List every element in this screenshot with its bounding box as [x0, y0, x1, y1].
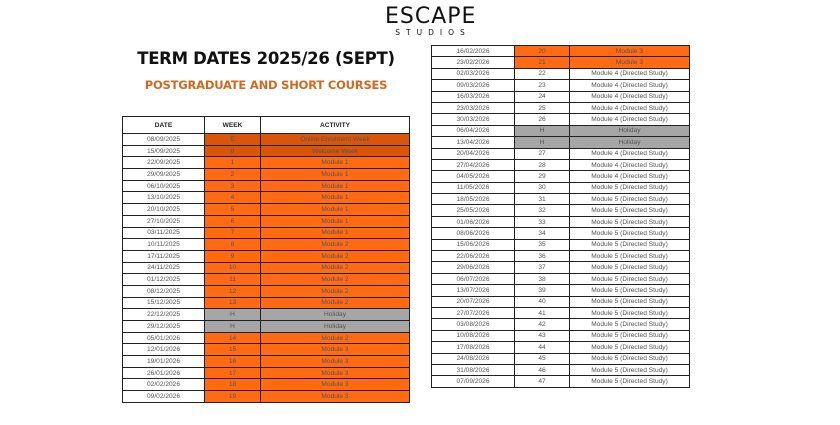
table-row: [432, 182, 690, 193]
week-cell: 30: [515, 182, 570, 193]
date-cell: 15/06/2026: [432, 239, 515, 250]
activity-cell: Module 2: [261, 332, 410, 344]
date-cell: 04/05/2026: [432, 171, 515, 182]
table-row: [432, 114, 690, 125]
logo-subtext: STUDIOS: [395, 28, 471, 37]
week-cell: 24: [515, 91, 570, 102]
activity-cell: Module 3: [570, 46, 690, 57]
date-cell: 17/11/2025: [123, 250, 205, 262]
table-row: [432, 171, 690, 182]
table-row: [432, 125, 690, 136]
activity-cell: Module 1: [261, 215, 410, 227]
date-cell: 15/09/2025: [123, 145, 205, 157]
table-row: [432, 251, 690, 262]
activity-cell: Module 5 (Directed Study): [570, 182, 690, 193]
week-cell: 12: [205, 285, 261, 297]
date-cell: 25/05/2026: [432, 205, 515, 216]
activity-cell: Online Enrolment Week: [261, 134, 410, 146]
week-cell: 44: [515, 342, 570, 353]
week-cell: 14: [205, 332, 261, 344]
week-cell: 11: [205, 274, 261, 286]
date-cell: 02/03/2026: [432, 68, 515, 79]
week-cell: 38: [515, 273, 570, 284]
table-row: [432, 57, 690, 68]
date-cell: 10/08/2026: [432, 330, 515, 341]
week-cell: 37: [515, 262, 570, 273]
page-subtitle: POSTGRADUATE AND SHORT COURSES: [144, 78, 388, 92]
table-row: [123, 262, 410, 274]
table-row: [432, 239, 690, 250]
activity-cell: Module 1: [261, 227, 410, 239]
activity-cell: Module 3: [570, 57, 690, 68]
activity-cell: Module 5 (Directed Study): [570, 194, 690, 205]
date-cell: 12/01/2026: [123, 344, 205, 356]
week-cell: 39: [515, 285, 570, 296]
table-row: [123, 134, 410, 146]
activity-cell: Module 2: [261, 239, 410, 251]
table-row: [123, 344, 410, 356]
week-cell: 26: [515, 114, 570, 125]
escape-studios-logo: [385, 6, 475, 38]
date-cell: 13/04/2026: [432, 137, 515, 148]
table-row: [432, 364, 690, 375]
week-cell: H: [205, 309, 261, 321]
week-cell: 33: [515, 216, 570, 227]
activity-cell: Module 1: [261, 180, 410, 192]
week-cell: 23: [515, 80, 570, 91]
table-row: [432, 216, 690, 227]
week-cell: 42: [515, 319, 570, 330]
week-cell: 40: [515, 296, 570, 307]
activity-cell: Module 4 (Directed Study): [570, 159, 690, 170]
table-row: [432, 273, 690, 284]
week-cell: 21: [515, 57, 570, 68]
week-cell: H: [515, 137, 570, 148]
header-date: DATE: [123, 117, 205, 134]
activity-cell: Module 3: [261, 367, 410, 379]
date-cell: 08/12/2025: [123, 285, 205, 297]
activity-cell: Module 5 (Directed Study): [570, 353, 690, 364]
date-cell: 29/12/2025: [123, 321, 205, 333]
table-row: [123, 192, 410, 204]
date-cell: 13/10/2025: [123, 192, 205, 204]
date-cell: 07/09/2026: [432, 376, 515, 387]
date-cell: 27/10/2025: [123, 215, 205, 227]
table-row: [432, 342, 690, 353]
activity-cell: Module 3: [261, 379, 410, 391]
date-cell: 27/04/2026: [432, 159, 515, 170]
activity-cell: Module 4 (Directed Study): [570, 68, 690, 79]
week-cell: 27: [515, 148, 570, 159]
week-cell: 28: [515, 159, 570, 170]
date-cell: 24/11/2025: [123, 262, 205, 274]
week-cell: 4: [205, 192, 261, 204]
activity-cell: Module 5 (Directed Study): [570, 205, 690, 216]
week-cell: 6: [205, 215, 261, 227]
date-cell: 02/02/2026: [123, 379, 205, 391]
date-cell: 16/03/2026: [432, 91, 515, 102]
table-row: [432, 228, 690, 239]
date-cell: 03/08/2026: [432, 319, 515, 330]
date-cell: 22/06/2026: [432, 251, 515, 262]
activity-cell: Module 4 (Directed Study): [570, 114, 690, 125]
date-cell: 20/10/2025: [123, 204, 205, 216]
activity-cell: Module 5 (Directed Study): [570, 216, 690, 227]
week-cell: 47: [515, 376, 570, 387]
table-row: [123, 215, 410, 227]
week-cell: E: [205, 134, 261, 146]
date-cell: 01/06/2026: [432, 216, 515, 227]
activity-cell: Holiday: [261, 309, 410, 321]
header-activity: ACTIVITY: [261, 117, 410, 134]
table-header-row: [123, 117, 410, 134]
week-cell: 31: [515, 194, 570, 205]
week-cell: 10: [205, 262, 261, 274]
table-row: [432, 307, 690, 318]
activity-cell: Holiday: [570, 125, 690, 136]
week-cell: 18: [205, 379, 261, 391]
date-cell: 06/10/2025: [123, 180, 205, 192]
week-cell: 3: [205, 180, 261, 192]
week-cell: 1: [205, 157, 261, 169]
date-cell: 06/04/2026: [432, 125, 515, 136]
activity-cell: Module 1: [261, 169, 410, 181]
table-row: [123, 297, 410, 309]
week-cell: 22: [515, 68, 570, 79]
table-row: [432, 262, 690, 273]
week-cell: H: [515, 125, 570, 136]
week-cell: 43: [515, 330, 570, 341]
activity-cell: Module 5 (Directed Study): [570, 273, 690, 284]
table-row: [123, 321, 410, 333]
date-cell: 30/03/2026: [432, 114, 515, 125]
activity-cell: Module 5 (Directed Study): [570, 251, 690, 262]
week-cell: 8: [205, 239, 261, 251]
week-cell: 9: [205, 250, 261, 262]
table-row: [123, 169, 410, 181]
table-row: [123, 204, 410, 216]
date-cell: 26/01/2026: [123, 367, 205, 379]
activity-cell: Module 5 (Directed Study): [570, 296, 690, 307]
table-row: [432, 376, 690, 387]
date-cell: 09/03/2026: [432, 80, 515, 91]
date-cell: 22/12/2025: [123, 309, 205, 321]
date-cell: 05/01/2026: [123, 332, 205, 344]
activity-cell: Holiday: [261, 321, 410, 333]
table-row: [432, 91, 690, 102]
activity-cell: Module 4 (Directed Study): [570, 148, 690, 159]
date-cell: 15/12/2025: [123, 297, 205, 309]
activity-cell: Module 5 (Directed Study): [570, 364, 690, 375]
activity-cell: Module 5 (Directed Study): [570, 330, 690, 341]
table-row: [123, 379, 410, 391]
table-row: [123, 227, 410, 239]
week-cell: 16: [205, 356, 261, 368]
date-cell: 23/02/2026: [432, 57, 515, 68]
week-cell: H: [205, 321, 261, 333]
activity-cell: Module 5 (Directed Study): [570, 239, 690, 250]
week-cell: 20: [515, 46, 570, 57]
week-cell: 13: [205, 297, 261, 309]
activity-cell: Module 2: [261, 274, 410, 286]
date-cell: 20/07/2026: [432, 296, 515, 307]
week-cell: 46: [515, 364, 570, 375]
date-cell: 03/11/2025: [123, 227, 205, 239]
term-dates-table-right: [431, 45, 690, 388]
table-row: [432, 68, 690, 79]
date-cell: 22/09/2025: [123, 157, 205, 169]
activity-cell: Module 4 (Directed Study): [570, 102, 690, 113]
week-cell: 36: [515, 251, 570, 262]
activity-cell: Module 5 (Directed Study): [570, 285, 690, 296]
week-cell: 17: [205, 367, 261, 379]
activity-cell: Module 4 (Directed Study): [570, 171, 690, 182]
date-cell: 08/06/2026: [432, 228, 515, 239]
activity-cell: Module 5 (Directed Study): [570, 376, 690, 387]
table-row: [432, 285, 690, 296]
table-row: [123, 274, 410, 286]
date-cell: 13/07/2026: [432, 285, 515, 296]
date-cell: 18/05/2026: [432, 194, 515, 205]
table-row: [432, 137, 690, 148]
activity-cell: Module 5 (Directed Study): [570, 262, 690, 273]
date-cell: 24/08/2026: [432, 353, 515, 364]
activity-cell: Module 2: [261, 250, 410, 262]
table-row: [432, 319, 690, 330]
activity-cell: Module 2: [261, 285, 410, 297]
week-cell: 45: [515, 353, 570, 364]
table-row: [123, 239, 410, 251]
week-cell: 15: [205, 344, 261, 356]
week-cell: 19: [205, 391, 261, 403]
week-cell: 25: [515, 102, 570, 113]
header-week: WEEK: [205, 117, 261, 134]
table-row: [432, 148, 690, 159]
table-row: [432, 102, 690, 113]
activity-cell: Module 1: [261, 204, 410, 216]
table-row: [123, 391, 410, 403]
activity-cell: Module 4 (Directed Study): [570, 80, 690, 91]
table-row: [123, 356, 410, 368]
week-cell: 7: [205, 227, 261, 239]
table-row: [123, 309, 410, 321]
activity-cell: Module 5 (Directed Study): [570, 319, 690, 330]
week-cell: 0: [205, 145, 261, 157]
table-row: [123, 145, 410, 157]
table-row: [123, 157, 410, 169]
date-cell: 29/06/2026: [432, 262, 515, 273]
activity-cell: Module 5 (Directed Study): [570, 228, 690, 239]
term-dates-table-left: [122, 116, 410, 403]
date-cell: 08/09/2025: [123, 134, 205, 146]
table-row: [432, 296, 690, 307]
table-row: [123, 367, 410, 379]
table-row: [123, 285, 410, 297]
date-cell: 17/08/2026: [432, 342, 515, 353]
activity-cell: Module 3: [261, 391, 410, 403]
week-cell: 2: [205, 169, 261, 181]
date-cell: 20/04/2026: [432, 148, 515, 159]
date-cell: 01/12/2025: [123, 274, 205, 286]
activity-cell: Module 5 (Directed Study): [570, 307, 690, 318]
activity-cell: Holiday: [570, 137, 690, 148]
table-row: [432, 159, 690, 170]
date-cell: 09/02/2026: [123, 391, 205, 403]
activity-cell: Module 4 (Directed Study): [570, 91, 690, 102]
table-row: [432, 353, 690, 364]
date-cell: 29/09/2025: [123, 169, 205, 181]
logo-wordmark: ESCAPE: [385, 4, 477, 29]
week-cell: 41: [515, 307, 570, 318]
activity-cell: Module 1: [261, 157, 410, 169]
table-row: [432, 194, 690, 205]
activity-cell: Module 3: [261, 356, 410, 368]
week-cell: 5: [205, 204, 261, 216]
date-cell: 11/05/2026: [432, 182, 515, 193]
table-row: [432, 80, 690, 91]
week-cell: 29: [515, 171, 570, 182]
table-row: [123, 250, 410, 262]
activity-cell: Module 5 (Directed Study): [570, 342, 690, 353]
table-row: [432, 205, 690, 216]
activity-cell: Module 2: [261, 262, 410, 274]
activity-cell: Welcome Week: [261, 145, 410, 157]
date-cell: 23/03/2026: [432, 102, 515, 113]
activity-cell: Module 1: [261, 192, 410, 204]
table-row: [123, 332, 410, 344]
page-title: TERM DATES 2025/26 (SEPT): [137, 49, 395, 68]
table-row: [432, 46, 690, 57]
table-row: [432, 330, 690, 341]
activity-cell: Module 2: [261, 297, 410, 309]
week-cell: 35: [515, 239, 570, 250]
date-cell: 10/11/2025: [123, 239, 205, 251]
activity-cell: Module 3: [261, 344, 410, 356]
week-cell: 32: [515, 205, 570, 216]
date-cell: 16/02/2026: [432, 46, 515, 57]
date-cell: 06/07/2026: [432, 273, 515, 284]
table-row: [123, 180, 410, 192]
date-cell: 27/07/2026: [432, 307, 515, 318]
date-cell: 19/01/2026: [123, 356, 205, 368]
week-cell: 34: [515, 228, 570, 239]
date-cell: 31/08/2026: [432, 364, 515, 375]
